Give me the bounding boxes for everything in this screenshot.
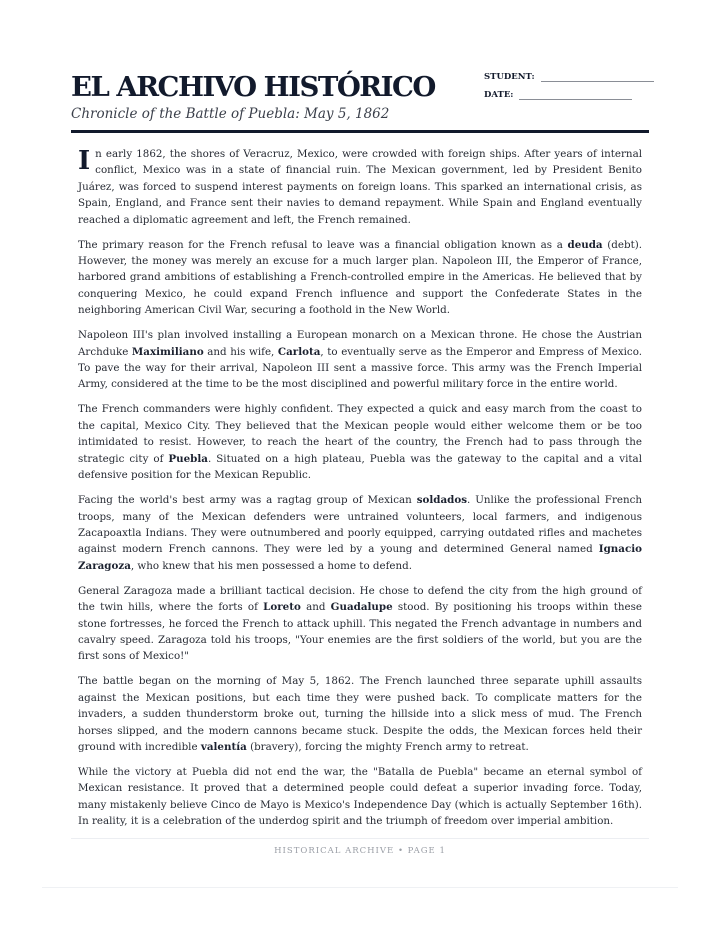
header-divider (71, 130, 649, 133)
paragraph-text: (bravery), forcing the mighty French army to retreat. (246, 740, 529, 753)
student-label: STUDENT: (484, 72, 535, 82)
paragraph-text: General Zaragoza made a brilliant tactical decision. He chose to defend the city from the high ground of the twin hills, where the forts of (78, 584, 642, 614)
paragraph-text: and (300, 601, 331, 614)
student-field (484, 72, 654, 82)
article-body (78, 146, 642, 838)
bold-term: Ignacio Zaragoza (78, 543, 642, 572)
paragraph-text: While the victory at Puebla did not end the war, the "Batalla de Puebla" became an eternal symbol of Mexican resistance. It proved that a determined people could defeat a superior invading force. Today, many mistakenly believe Cinco de Mayo is Mexico's Independence Day (which is actually September 16th). In reality, it is a celebration of the underdog spirit and the triumph of freedom over imperial ambition. (78, 765, 642, 828)
paragraph-text: Facing the world's best army was a ragtag group of Mexican (78, 494, 417, 507)
date-field (484, 90, 632, 100)
paragraph-text: stood. By positioning his troops within these stone fortresses, he forced the French to attack uphill. This negated the French advantage in numbers and cavalry speed. Zaragoza told his troops, "Your enemies are the first soldiers of the world, but you are the first sons of Mexico!" (78, 601, 642, 663)
date-label: DATE: (484, 90, 514, 100)
paragraph-text: (debt). However, the money was merely an excuse for a much larger plan. Napoleon III, the Emperor of France, harbored grand ambitions of establishing a French-controlled empire in the Americas. He believed that by conquering Mexico, he could expand French influence and support the Confederate States in the neighboring American Civil War, securing a foothold in the New World. (78, 238, 642, 317)
paragraph-1 (78, 146, 642, 228)
bold-term: Puebla (168, 452, 208, 465)
bold-term: Carlota (277, 345, 321, 358)
paragraph-7 (78, 673, 642, 755)
student-line[interactable] (541, 72, 654, 82)
paragraph-2 (78, 237, 642, 319)
paragraph-text: , to eventually serve as the Emperor and Empress of Mexico. To pave the way for their arrival, Napoleon III sent a massive force. This army was the French Imperial Army, considered at the time to be the most disciplined and powerful military force in the entire world. (78, 345, 642, 391)
bold-term: Guadalupe (330, 601, 393, 614)
paragraph-text: . Unlike the professional French troops, many of the Mexican defenders were untrained volunteers, local farmers, and indigenous Zacapoaxtla Indians. They were outnumbered and poorly equipped, carrying outdated rifles and machetes against modern French cannons. They were led by a young and determined General named (78, 494, 643, 556)
paragraph-text: and his wife, (203, 345, 278, 358)
page-bottom-divider (42, 887, 678, 888)
paragraph-8 (78, 764, 642, 830)
page-title: EL ARCHIVO HISTÓRICO (71, 71, 435, 103)
page-footer: HISTORICAL ARCHIVE • PAGE 1 (274, 846, 446, 856)
paragraph-text: n early 1862, the shores of Veracruz, Mexico, were crowded with foreign ships. After years of internal conflict, Mexico was in a state of financial ruin. The Mexican government, led by President Benito Juárez, was forced to suspend interest payments on foreign loans. This sparked an international crisis, as Spain, England, and France sent their navies to demand repayment. While Spain and England eventually reached a diplomatic agreement and left, the French remained. (78, 148, 642, 226)
footer-divider (71, 838, 649, 839)
paragraph-text: Napoleon III's plan involved installing a European monarch on a Mexican throne. He chose the Austrian Archduke (78, 329, 642, 358)
paragraph-text: . Situated on a high plateau, Puebla was the gateway to the capital and a vital defensive position for the Mexican Republic. (78, 452, 642, 482)
paragraph-6 (78, 583, 642, 665)
paragraph-text: , who knew that his men possessed a home to defend. (130, 559, 413, 572)
bold-term: valentía (200, 740, 247, 753)
paragraph-3 (78, 327, 642, 393)
paragraph-text: The primary reason for the French refusal to leave was a financial obligation known as a (78, 238, 568, 251)
bold-term: Loreto (263, 601, 301, 614)
paragraph-text: The battle began on the morning of May 5, 1862. The French launched three separate uphill assaults against the Mexican positions, but each time they were pushed back. To complicate matters for the invaders, a sudden thunderstorm broke out, turning the hillside into a slick mess of mud. The French horses slipped, and the modern cannons became stuck. Despite the odds, the Mexican forces held their ground with incredible (78, 675, 642, 753)
date-line[interactable] (519, 90, 632, 100)
bold-term: deuda (567, 238, 603, 251)
paragraph-4 (78, 401, 642, 483)
paragraph-5 (78, 492, 642, 574)
bold-term: Maximiliano (131, 345, 204, 358)
bold-term: soldados (416, 494, 468, 507)
drop-cap: I (78, 146, 91, 176)
page-subtitle: Chronicle of the Battle of Puebla: May 5, 1862 (71, 106, 390, 122)
paragraph-text: The French commanders were highly confident. They expected a quick and easy march from the coast to the capital, Mexico City. They believed that the Mexican people would either welcome them or be too intimidated to resist. However, to reach the heart of the country, the French had to pass through the strategic city of (78, 403, 642, 465)
document-header (71, 70, 649, 132)
